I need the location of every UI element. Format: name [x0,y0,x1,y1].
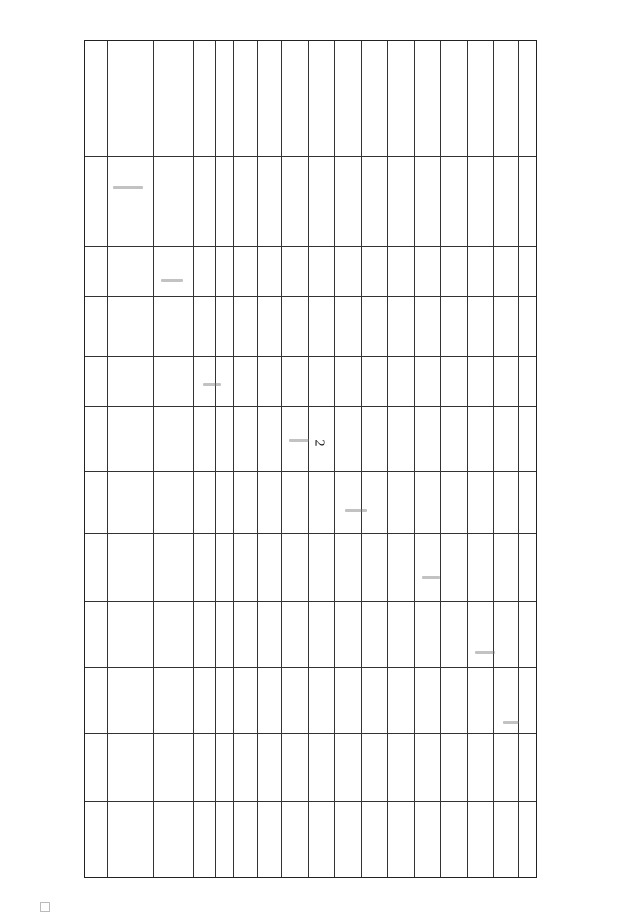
table-row-rule [85,601,536,602]
table-row-rule [85,406,536,407]
unreadable-table-text [503,721,519,724]
unreadable-table-text [113,186,143,189]
table-column-rule [467,41,468,877]
table-column-rule [361,41,362,877]
table-column-rule [281,41,282,877]
table-column-rule [414,41,415,877]
table-column-rule [440,41,441,877]
unreadable-table-text [203,383,221,386]
table-column-rule [308,41,309,877]
unreadable-table-text [422,576,440,579]
unreadable-table-text [289,439,309,442]
table-row-rule [85,296,536,297]
table-column-rule [233,41,234,877]
table-column-rule [257,41,258,877]
unreadable-table-text [345,509,367,512]
unreadable-table-text [161,279,183,282]
table-column-rule [107,41,108,877]
table-column-rule [387,41,388,877]
table-row-rule [85,801,536,802]
rotated-budget-table [84,40,537,878]
table-column-rule [493,41,494,877]
scan-edge-mark [40,902,50,912]
table-row-rule [85,667,536,668]
table-row-rule [85,156,536,157]
table-row-rule [85,246,536,247]
table-row-rule [85,356,536,357]
unreadable-table-text [475,651,495,654]
table-column-rule [334,41,335,877]
table-column-rule [518,41,519,877]
table-column-rule [215,41,216,877]
page-number: 2 [311,439,327,447]
table-row-rule [85,471,536,472]
table-row-rule [85,533,536,534]
table-column-rule [193,41,194,877]
table-column-rule [153,41,154,877]
table-row-rule [85,733,536,734]
